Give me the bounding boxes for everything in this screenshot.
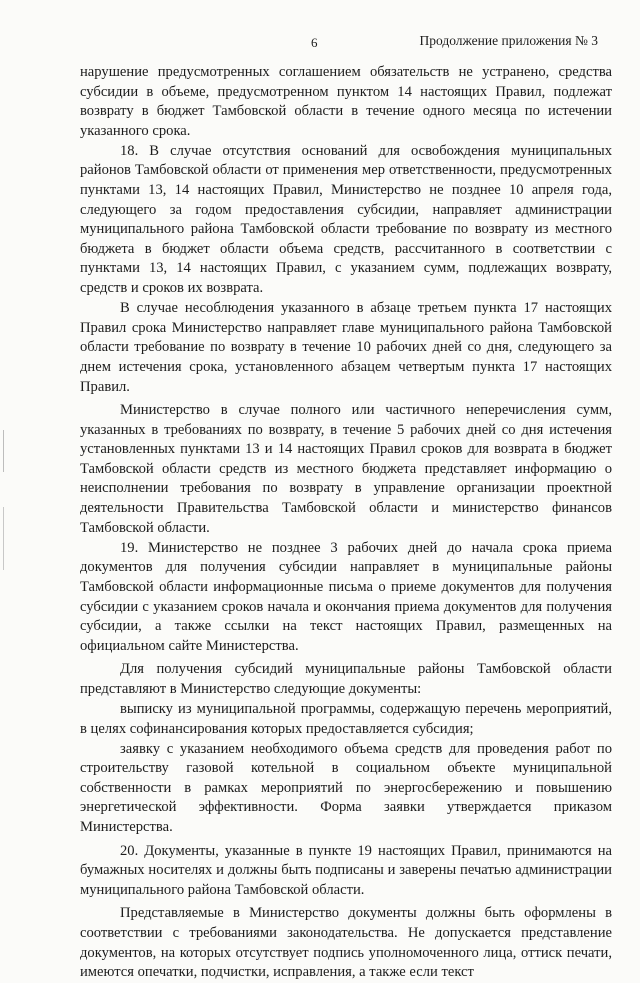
paragraph-application: заявку с указанием необходимого объема средств для проведения работ по строительству газовой котельной в социальном объекте муниципальной собственности в рамках мероприятий по энергосбережению и повышению энергетической эффективности. Форма заявки утверждается приказом Министерства. [80,740,612,836]
paragraph-program-extract: выписку из муниципальной программы, содержащую перечень мероприятий, в целях софинансирования которых предоставляется субсидия; [80,701,612,737]
paragraph-20: 20. Документы, указанные в пункте 19 настоящих Правил, принимаются на бумажных носителях и должны быть подписаны и заверены печатью администрации муниципального района Тамбовской области. [80,842,612,898]
paragraph-requirements: Представляемые в Министерство документы должны быть оформлены в соответствии с требованиями законодательства. Не допускается представление документов, на которых отсутствует подпись уполномоченного лица, оттиск печати, имеются опечатки, подчистки, исправления, а также если текст [80,905,612,981]
appendix-continuation-note: Продолжение приложения № 3 [419,33,598,48]
scan-margin-mark [3,430,4,570]
paragraph-continuation: нарушение предусмотренных соглашением обязательств не устранено, средства субсидии в объеме, предусмотренном пунктом 14 настоящих Правил, подлежат возврату в бюджет Тамбовской области в течение одного месяца по истечении указанного срока. [80,64,612,139]
paragraph-19: 19. Министерство не позднее 3 рабочих дней до начала срока приема документов для получения субсидии направляет в муниципальные районы Тамбовской области информационные письма о приеме документов для получения субсидии с указанием сроков начала и окончания приема документов для получения субсидии, а также ссылки на текст настоящих Правил, размещенных на официальном сайте Министерства. [80,539,612,654]
document-body [80,63,612,983]
paragraph-documents-intro: Для получения субсидий муниципальные районы Тамбовской области представляют в Министерство следующие документы: [80,661,612,697]
paragraph-non-compliance: В случае несоблюдения указанного в абзаце третьем пункта 17 настоящих Правил срока Министерство направляет главе муниципального района Тамбовской области требование по возврату в течение 10 рабочих дней со дня, следующего за днем истечения срока, установленного абзацем четвертым пункта 17 настоящих Правил. [80,300,612,395]
page-number: 6 [311,35,318,50]
paragraph-18: 18. В случае отсутствия оснований для освобождения муниципальных районов Тамбовской области от применения мер ответственности, предусмотренных пунктами 13, 14 настоящих Правил, Министерство не позднее 10 апреля года, следующего за годом предоставления субсидии, направляет администрации муниципального района Тамбовской области требование по возврату из местного бюджета в бюджет области объема средств, рассчитанного в соответствии с пунктами 13, 14 настоящих Правил, с указанием сумм, подлежащих возврату, средств и сроков их возврата. [80,142,612,297]
paragraph-non-transfer: Министерство в случае полного или частичного неперечисления сумм, указанных в требованиях по возврату, в течение 5 рабочих дней со дня истечения установленных пунктами 13 и 14 настоящих Правил сроков для возврата в бюджет Тамбовской области средств из местного бюджета представляет информацию о неисполнении требования по возврату в управление организации проектной деятельности Правительства Тамбовской области и министерство финансов Тамбовской области. [80,402,612,536]
